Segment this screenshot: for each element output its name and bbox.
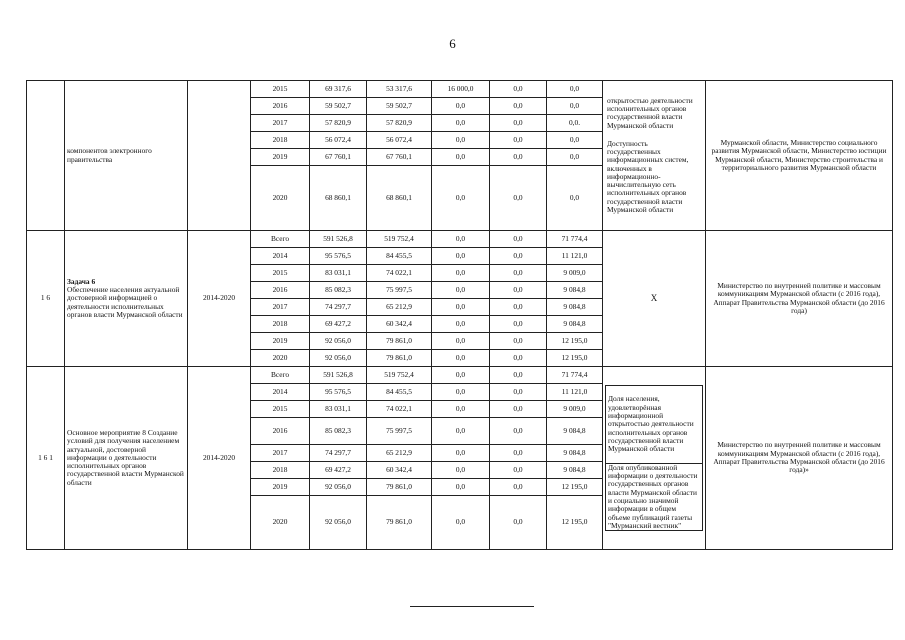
source-1: 519 752,4 <box>367 367 432 384</box>
program-table <box>26 80 893 550</box>
source-3: 0,0 <box>490 462 547 479</box>
source-3: 0,0 <box>490 418 547 445</box>
source-2: 0,0 <box>432 462 490 479</box>
total: 59 502,7 <box>310 98 367 115</box>
total: 92 056,0 <box>310 333 367 350</box>
source-4: 12 195,0 <box>547 479 603 496</box>
year: 2017 <box>251 115 310 132</box>
measure-name: компонентов электронного правительства <box>65 81 188 231</box>
year: 2018 <box>251 462 310 479</box>
year: 2019 <box>251 333 310 350</box>
footer-divider <box>410 606 534 607</box>
total: 95 576,5 <box>310 248 367 265</box>
total: 92 056,0 <box>310 350 367 367</box>
executor: Министерство по внутренней политике и массовым коммуникациям Мурманской области (с 2016 года), Аппарат Правительства Мурманской области (до 2016 года) <box>706 231 893 367</box>
source-4: 12 195,0 <box>547 350 603 367</box>
measure-name: Основное мероприятие 8 Создание условий для получения населением актуальной, достоверной информации о деятельности исполнительных органов государственной власти Мурманской области <box>65 367 188 550</box>
year: Всего <box>251 231 310 248</box>
source-2: 0,0 <box>432 350 490 367</box>
source-4: 12 195,0 <box>547 496 603 550</box>
source-1: 56 072,4 <box>367 132 432 149</box>
source-3: 0,0 <box>490 231 547 248</box>
source-1: 75 997,5 <box>367 282 432 299</box>
indicator-x: Х <box>603 231 706 367</box>
table-row <box>27 367 893 384</box>
source-2: 16 000,0 <box>432 81 490 98</box>
source-2: 0,0 <box>432 98 490 115</box>
source-1: 68 860,1 <box>367 166 432 231</box>
source-4: 0,0 <box>547 132 603 149</box>
source-2: 0,0 <box>432 132 490 149</box>
measure-name <box>65 231 188 367</box>
source-2: 0,0 <box>432 115 490 132</box>
source-4: 0,0 <box>547 98 603 115</box>
year: 2014 <box>251 248 310 265</box>
source-1: 79 861,0 <box>367 333 432 350</box>
period: 2014-2020 <box>188 367 251 550</box>
source-1: 79 861,0 <box>367 479 432 496</box>
source-2: 0,0 <box>432 367 490 384</box>
year: Всего <box>251 367 310 384</box>
year: 2015 <box>251 81 310 98</box>
year: 2016 <box>251 418 310 445</box>
source-1: 519 752,4 <box>367 231 432 248</box>
year: 2020 <box>251 350 310 367</box>
source-3: 0,0 <box>490 166 547 231</box>
year: 2020 <box>251 166 310 231</box>
indicator-text: открытостью деятельности исполнительных органов государственной власти Мурманской области <box>607 95 693 130</box>
source-2: 0,0 <box>432 418 490 445</box>
source-1: 75 997,5 <box>367 418 432 445</box>
row-number <box>27 81 65 231</box>
source-4: 71 774,4 <box>547 367 603 384</box>
table-row <box>27 231 893 248</box>
source-2: 0,0 <box>432 231 490 248</box>
source-3: 0,0 <box>490 132 547 149</box>
total: 69 317,6 <box>310 81 367 98</box>
total: 74 297,7 <box>310 299 367 316</box>
row-number: 1 6 <box>27 231 65 367</box>
source-4: 12 195,0 <box>547 333 603 350</box>
year: 2015 <box>251 401 310 418</box>
source-1: 84 455,5 <box>367 384 432 401</box>
source-4: 9 084,8 <box>547 299 603 316</box>
year: 2020 <box>251 496 310 550</box>
source-2: 0,0 <box>432 248 490 265</box>
year: 2018 <box>251 132 310 149</box>
total: 591 526,8 <box>310 231 367 248</box>
source-4: 9 084,8 <box>547 445 603 462</box>
source-3: 0,0 <box>490 316 547 333</box>
source-4: 71 774,4 <box>547 231 603 248</box>
table-row <box>27 81 893 98</box>
source-1: 67 760,1 <box>367 149 432 166</box>
source-2: 0,0 <box>432 479 490 496</box>
total: 92 056,0 <box>310 479 367 496</box>
period <box>188 81 251 231</box>
source-2: 0,0 <box>432 401 490 418</box>
total: 57 820,9 <box>310 115 367 132</box>
source-1: 65 212,9 <box>367 445 432 462</box>
indicators <box>603 367 706 550</box>
year: 2015 <box>251 265 310 282</box>
year: 2018 <box>251 316 310 333</box>
source-2: 0,0 <box>432 333 490 350</box>
source-2: 0,0 <box>432 299 490 316</box>
source-3: 0,0 <box>490 115 547 132</box>
indicator-text: Доля опубликованной информации о деятельности государственных органов власти Мурманской области и социально значимой информации в общем объеме публикаций газеты "Мурманский вестник" <box>606 463 703 530</box>
source-1: 84 455,5 <box>367 248 432 265</box>
year: 2019 <box>251 149 310 166</box>
source-1: 65 212,9 <box>367 299 432 316</box>
source-1: 53 317,6 <box>367 81 432 98</box>
indicators <box>603 81 706 231</box>
executor: Мурманской области, Министерство социального развития Мурманской области, Министерство юстиции Мурманской области, Министерство строительства и территориального развития Мурманской области <box>706 81 893 231</box>
indicator-split <box>605 385 703 531</box>
source-3: 0,0 <box>490 299 547 316</box>
source-3: 0,0 <box>490 350 547 367</box>
row-number: 1 6 1 <box>27 367 65 550</box>
source-1: 74 022,1 <box>367 401 432 418</box>
executor: Министерство по внутренней политике и массовым коммуникациям Мурманской области (с 2016 года), Аппарат Правительства Мурманской области (до 2016 года)» <box>706 367 893 550</box>
total: 69 427,2 <box>310 316 367 333</box>
source-2: 0,0 <box>432 445 490 462</box>
total: 95 576,5 <box>310 384 367 401</box>
indicator-text: Доступность государственных информационных систем, включенных в информационно-вычислительную сеть исполнительных органов государственной власти Мурманской области <box>607 138 689 215</box>
source-4: 0,0. <box>547 115 603 132</box>
source-3: 0,0 <box>490 248 547 265</box>
source-2: 0,0 <box>432 166 490 231</box>
page-number: 6 <box>449 36 456 51</box>
source-2: 0,0 <box>432 149 490 166</box>
source-4: 0,0 <box>547 149 603 166</box>
source-4: 9 084,8 <box>547 316 603 333</box>
source-4: 0,0 <box>547 166 603 231</box>
total: 85 082,3 <box>310 282 367 299</box>
total: 69 427,2 <box>310 462 367 479</box>
source-3: 0,0 <box>490 367 547 384</box>
source-3: 0,0 <box>490 384 547 401</box>
source-1: 79 861,0 <box>367 350 432 367</box>
source-3: 0,0 <box>490 98 547 115</box>
task-text: Обеспечение населения актуальной достоверной информацией о деятельности исполнительных органов власти Мурманской области <box>67 285 183 319</box>
source-4: 9 084,8 <box>547 418 603 445</box>
source-4: 0,0 <box>547 81 603 98</box>
source-1: 79 861,0 <box>367 496 432 550</box>
source-4: 9 084,8 <box>547 282 603 299</box>
source-4: 11 121,0 <box>547 248 603 265</box>
total: 56 072,4 <box>310 132 367 149</box>
total: 83 031,1 <box>310 401 367 418</box>
indicator-text: Доля населения, удовлетворённая информационной открытостью деятельности исполнительных органов государственной власти Мурманской области <box>606 385 703 463</box>
source-4: 11 121,0 <box>547 384 603 401</box>
source-3: 0,0 <box>490 265 547 282</box>
source-1: 60 342,4 <box>367 462 432 479</box>
total: 591 526,8 <box>310 367 367 384</box>
source-3: 0,0 <box>490 496 547 550</box>
source-4: 9 009,0 <box>547 401 603 418</box>
source-2: 0,0 <box>432 282 490 299</box>
year: 2017 <box>251 299 310 316</box>
source-1: 74 022,1 <box>367 265 432 282</box>
year: 2014 <box>251 384 310 401</box>
source-3: 0,0 <box>490 401 547 418</box>
source-3: 0,0 <box>490 149 547 166</box>
year: 2016 <box>251 282 310 299</box>
total: 67 760,1 <box>310 149 367 166</box>
task-title: Задача 6 <box>67 276 96 286</box>
source-1: 59 502,7 <box>367 98 432 115</box>
source-1: 60 342,4 <box>367 316 432 333</box>
total: 74 297,7 <box>310 445 367 462</box>
source-3: 0,0 <box>490 81 547 98</box>
source-3: 0,0 <box>490 282 547 299</box>
year: 2016 <box>251 98 310 115</box>
source-2: 0,0 <box>432 384 490 401</box>
source-2: 0,0 <box>432 265 490 282</box>
source-1: 57 820,9 <box>367 115 432 132</box>
total: 68 860,1 <box>310 166 367 231</box>
source-3: 0,0 <box>490 333 547 350</box>
source-3: 0,0 <box>490 445 547 462</box>
total: 83 031,1 <box>310 265 367 282</box>
source-4: 9 084,8 <box>547 462 603 479</box>
period: 2014-2020 <box>188 231 251 367</box>
year: 2019 <box>251 479 310 496</box>
year: 2017 <box>251 445 310 462</box>
source-4: 9 009,0 <box>547 265 603 282</box>
total: 92 056,0 <box>310 496 367 550</box>
total: 85 082,3 <box>310 418 367 445</box>
source-2: 0,0 <box>432 316 490 333</box>
source-2: 0,0 <box>432 496 490 550</box>
source-3: 0,0 <box>490 479 547 496</box>
